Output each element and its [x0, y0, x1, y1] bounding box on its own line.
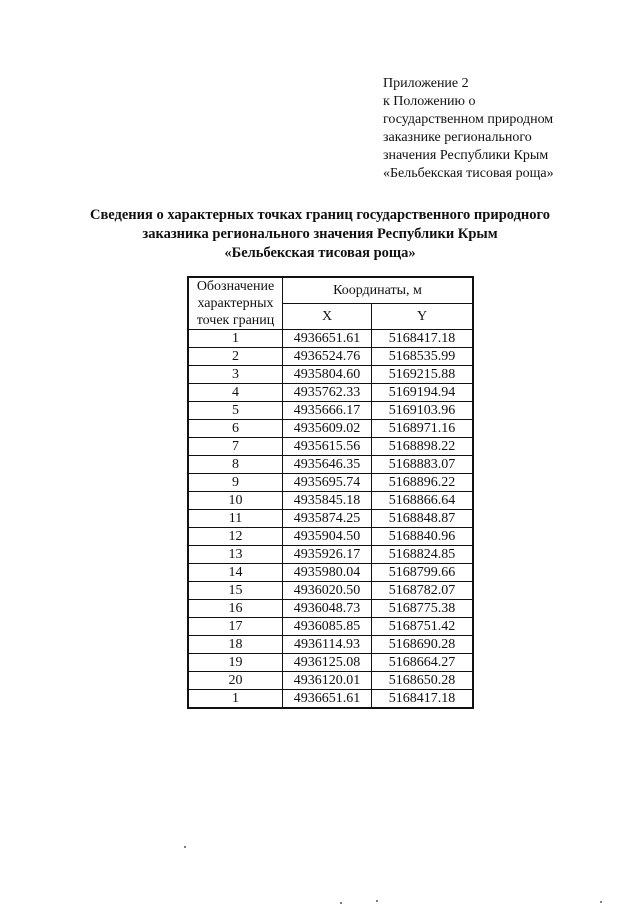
table-body [188, 330, 473, 709]
point-label-header [188, 277, 283, 330]
y-coordinate-cell: 5168650.28 [372, 672, 474, 690]
x-coordinate-cell: 4936085.85 [283, 618, 372, 636]
x-coordinate-cell: 4935666.17 [283, 402, 372, 420]
table-row [188, 672, 473, 690]
x-coordinate-cell: 4935845.18 [283, 492, 372, 510]
x-coordinate-cell: 4935646.35 [283, 456, 372, 474]
appendix-line: заказнике регионального [383, 130, 532, 145]
y-coordinate-cell: 5168751.42 [372, 618, 474, 636]
coordinates-header: Координаты, м [283, 277, 474, 304]
table-row [188, 348, 473, 366]
table-row [188, 438, 473, 456]
y-coordinate-cell: 5168824.85 [372, 546, 474, 564]
y-coordinate-cell: 5168896.22 [372, 474, 474, 492]
point-number-cell: 7 [188, 438, 283, 456]
y-coordinate-cell: 5168664.27 [372, 654, 474, 672]
point-number-cell: 9 [188, 474, 283, 492]
table-row [188, 366, 473, 384]
point-number-cell: 6 [188, 420, 283, 438]
table-row [188, 474, 473, 492]
point-number-cell: 19 [188, 654, 283, 672]
header-line: точек границ [196, 313, 275, 328]
x-coordinate-cell: 4935980.04 [283, 564, 372, 582]
y-coordinate-cell: 5169215.88 [372, 366, 474, 384]
point-number-cell: 20 [188, 672, 283, 690]
point-number-cell: 11 [188, 510, 283, 528]
point-number-cell: 16 [188, 600, 283, 618]
scan-speck [376, 900, 378, 902]
y-coordinate-cell: 5168417.18 [372, 330, 474, 348]
x-coordinate-cell: 4936524.76 [283, 348, 372, 366]
point-number-cell: 10 [188, 492, 283, 510]
table-row [188, 420, 473, 438]
scan-speck [184, 846, 186, 848]
x-coordinate-cell: 4935926.17 [283, 546, 372, 564]
appendix-line: к Положению о [383, 94, 476, 109]
y-coordinate-cell: 5168782.07 [372, 582, 474, 600]
y-coordinate-cell: 5169194.94 [372, 384, 474, 402]
point-number-cell: 8 [188, 456, 283, 474]
table-row [188, 582, 473, 600]
scan-speck [600, 901, 602, 903]
table-row [188, 636, 473, 654]
table-row [188, 492, 473, 510]
y-coordinate-cell: 5168866.64 [372, 492, 474, 510]
title-line: Сведения о характерных точках границ государственного природного [89, 207, 551, 223]
x-coordinate-cell: 4935762.33 [283, 384, 372, 402]
table-row [188, 546, 473, 564]
point-number-cell: 12 [188, 528, 283, 546]
point-number-cell: 1 [188, 690, 283, 709]
y-coordinate-cell: 5168775.38 [372, 600, 474, 618]
y-coordinate-cell: 5169103.96 [372, 402, 474, 420]
y-coordinate-cell: 5168883.07 [372, 456, 474, 474]
appendix-line: государственном природном [383, 112, 554, 127]
point-number-cell: 14 [188, 564, 283, 582]
document-title [40, 206, 600, 263]
x-coordinate-cell: 4936651.61 [283, 690, 372, 709]
y-coordinate-cell: 5168971.16 [372, 420, 474, 438]
appendix-line: «Бельбекская тисовая роща» [383, 166, 554, 181]
coordinates-table [187, 276, 474, 709]
appendix-line: Приложение 2 [383, 76, 469, 91]
x-coordinate-cell: 4935804.60 [283, 366, 372, 384]
y-coordinate-cell: 5168535.99 [372, 348, 474, 366]
x-coordinate-cell: 4936114.93 [283, 636, 372, 654]
x-coordinate-cell: 4935615.56 [283, 438, 372, 456]
table-row [188, 564, 473, 582]
x-coordinate-cell: 4935904.50 [283, 528, 372, 546]
table-row [188, 528, 473, 546]
point-number-cell: 4 [188, 384, 283, 402]
point-number-cell: 15 [188, 582, 283, 600]
point-number-cell: 3 [188, 366, 283, 384]
point-number-cell: 5 [188, 402, 283, 420]
x-coordinate-cell: 4936020.50 [283, 582, 372, 600]
y-coordinate-cell: 5168799.66 [372, 564, 474, 582]
header-line: характерных [197, 296, 274, 311]
x-coordinate-cell: 4935874.25 [283, 510, 372, 528]
y-coordinate-cell: 5168417.18 [372, 690, 474, 709]
scan-speck [340, 902, 342, 904]
y-coordinate-cell: 5168898.22 [372, 438, 474, 456]
table-row [188, 654, 473, 672]
y-coordinate-cell: 5168840.96 [372, 528, 474, 546]
y-coordinate-cell: 5168848.87 [372, 510, 474, 528]
y-coordinate-cell: 5168690.28 [372, 636, 474, 654]
x-coordinate-cell: 4936120.01 [283, 672, 372, 690]
point-number-cell: 18 [188, 636, 283, 654]
point-number-cell: 13 [188, 546, 283, 564]
table-row [188, 330, 473, 348]
x-coordinate-cell: 4936651.61 [283, 330, 372, 348]
y-header: Y [372, 304, 474, 330]
table-row [188, 600, 473, 618]
x-coordinate-cell: 4935695.74 [283, 474, 372, 492]
x-coordinate-cell: 4935609.02 [283, 420, 372, 438]
table-row [188, 456, 473, 474]
header-line: Обозначение [196, 279, 275, 294]
x-coordinate-cell: 4936048.73 [283, 600, 372, 618]
table-row [188, 384, 473, 402]
table-row [188, 618, 473, 636]
point-number-cell: 2 [188, 348, 283, 366]
title-line: заказника регионального значения Республики Крым [142, 226, 498, 242]
table-row [188, 402, 473, 420]
title-line: «Бельбекская тисовая роща» [224, 245, 416, 261]
x-coordinate-cell: 4936125.08 [283, 654, 372, 672]
point-number-cell: 1 [188, 330, 283, 348]
x-header: X [283, 304, 372, 330]
appendix-note [383, 75, 623, 183]
table-row [188, 690, 473, 709]
appendix-line: значения Республики Крым [383, 148, 549, 163]
point-number-cell: 17 [188, 618, 283, 636]
table-row [188, 510, 473, 528]
